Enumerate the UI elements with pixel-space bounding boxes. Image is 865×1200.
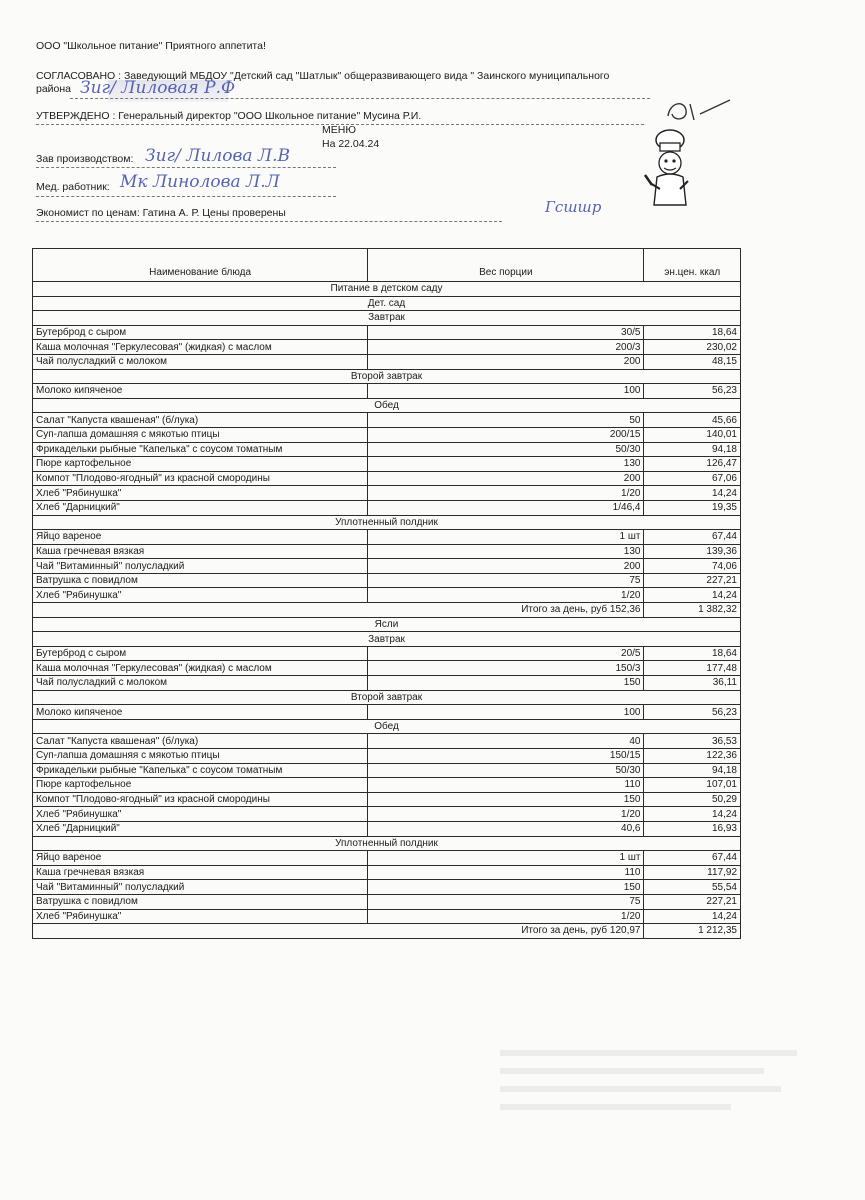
table-row — [33, 676, 741, 691]
portion-weight: 75 — [368, 894, 644, 909]
table-row — [33, 749, 741, 764]
chef-mascot-logo — [640, 125, 700, 215]
section-title: Завтрак — [33, 311, 741, 326]
portion-weight: 110 — [368, 778, 644, 793]
section-row — [33, 836, 741, 851]
signature-economist: Гсшшр — [545, 198, 602, 216]
portion-weight: 1/46,4 — [368, 500, 644, 515]
portion-weight: 200/15 — [368, 427, 644, 442]
energy-kcal: 36,11 — [644, 676, 741, 691]
section-row — [33, 719, 741, 734]
portion-weight: 50/30 — [368, 763, 644, 778]
section-title: Ясли — [33, 617, 741, 632]
table-row — [33, 588, 741, 603]
section-row — [33, 515, 741, 530]
energy-kcal: 230,02 — [644, 340, 741, 355]
table-row — [33, 486, 741, 501]
dish-name: Каша молочная "Геркулесовая" (жидкая) с маслом — [33, 340, 368, 355]
table-row — [33, 427, 741, 442]
dish-name: Молоко кипяченое — [33, 384, 368, 399]
dish-name: Яйцо вареное — [33, 851, 368, 866]
portion-weight: 75 — [368, 573, 644, 588]
portion-weight: 110 — [368, 865, 644, 880]
energy-kcal: 50,29 — [644, 792, 741, 807]
dish-name: Каша гречневая вязкая — [33, 865, 368, 880]
energy-kcal: 140,01 — [644, 427, 741, 442]
table-row — [33, 865, 741, 880]
approved-line-2: района — [36, 83, 72, 95]
portion-weight: 200/3 — [368, 340, 644, 355]
section-title: Уплотненный полдник — [33, 515, 741, 530]
section-row — [33, 296, 741, 311]
energy-kcal: 126,47 — [644, 457, 741, 472]
portion-weight: 150 — [368, 676, 644, 691]
table-row — [33, 384, 741, 399]
energy-kcal: 227,21 — [644, 573, 741, 588]
medic-label: Мед. работник: — [36, 181, 110, 193]
table-row — [33, 807, 741, 822]
portion-weight: 100 — [368, 705, 644, 720]
portion-weight: 200 — [368, 559, 644, 574]
portion-weight: 40,6 — [368, 821, 644, 836]
section-title: Уплотненный полдник — [33, 836, 741, 851]
dish-name: Хлеб "Рябинушка" — [33, 909, 368, 924]
portion-weight: 1/20 — [368, 486, 644, 501]
column-header-kcal: эн.цен. ккал — [644, 249, 741, 282]
energy-kcal: 107,01 — [644, 778, 741, 793]
table-row — [33, 851, 741, 866]
table-row — [33, 340, 741, 355]
portion-weight: 150 — [368, 792, 644, 807]
energy-kcal: 55,54 — [644, 880, 741, 895]
menu-date: На 22.04.24 — [322, 138, 380, 150]
energy-kcal: 36,53 — [644, 734, 741, 749]
energy-kcal: 56,23 — [644, 384, 741, 399]
table-row — [33, 559, 741, 574]
total-row — [33, 924, 741, 939]
dish-name: Молоко кипяченое — [33, 705, 368, 720]
dish-name: Салат "Капуста квашеная" (б/лука) — [33, 734, 368, 749]
production-label: Зав производством: — [36, 153, 134, 165]
energy-kcal: 14,24 — [644, 486, 741, 501]
dish-name: Хлеб "Рябинушка" — [33, 486, 368, 501]
dish-name: Каша молочная "Геркулесовая" (жидкая) с маслом — [33, 661, 368, 676]
dish-name: Каша гречневая вязкая — [33, 544, 368, 559]
production-underline — [36, 167, 336, 168]
portion-weight: 1/20 — [368, 909, 644, 924]
energy-kcal: 14,24 — [644, 588, 741, 603]
dish-name: Пюре картофельное — [33, 457, 368, 472]
medic-underline — [36, 196, 336, 197]
dish-name: Бутерброд с сыром — [33, 325, 368, 340]
energy-kcal: 14,24 — [644, 909, 741, 924]
total-empty-cell — [33, 924, 368, 939]
table-row — [33, 894, 741, 909]
dish-name: Ватрушка с повидлом — [33, 573, 368, 588]
portion-weight: 150 — [368, 880, 644, 895]
menu-table — [32, 248, 741, 939]
section-row — [33, 690, 741, 705]
table-row — [33, 909, 741, 924]
dish-name: Хлеб "Дарницкий" — [33, 500, 368, 515]
section-row — [33, 311, 741, 326]
dish-name: Чай "Витаминный" полусладкий — [33, 559, 368, 574]
portion-weight: 1/20 — [368, 807, 644, 822]
company-name: ООО "Школьное питание" Приятного аппетита! — [36, 40, 266, 52]
day-total-label: Итого за день, руб 152,36 — [368, 603, 644, 618]
table-row — [33, 646, 741, 661]
approved-underline — [70, 98, 650, 99]
energy-kcal: 48,15 — [644, 354, 741, 369]
energy-kcal: 18,64 — [644, 325, 741, 340]
portion-weight: 200 — [368, 354, 644, 369]
portion-weight: 30/5 — [368, 325, 644, 340]
section-row — [33, 617, 741, 632]
table-row — [33, 442, 741, 457]
signature-medic: Мк Линолова Л.Л — [120, 172, 280, 192]
energy-kcal: 177,48 — [644, 661, 741, 676]
energy-kcal: 94,18 — [644, 763, 741, 778]
section-title: Второй завтрак — [33, 690, 741, 705]
table-row — [33, 457, 741, 472]
energy-kcal: 56,23 — [644, 705, 741, 720]
table-row — [33, 354, 741, 369]
section-title: Обед — [33, 398, 741, 413]
portion-weight: 200 — [368, 471, 644, 486]
dish-name: Салат "Капуста квашеная" (б/лука) — [33, 413, 368, 428]
table-row — [33, 530, 741, 545]
energy-kcal: 94,18 — [644, 442, 741, 457]
table-row — [33, 661, 741, 676]
table-header-row — [33, 249, 741, 282]
dish-name: Фрикадельки рыбные "Капелька" с соусом томатным — [33, 442, 368, 457]
dish-name: Хлеб "Рябинушка" — [33, 588, 368, 603]
column-header-name: Наименование блюда — [33, 249, 368, 282]
portion-weight: 150/3 — [368, 661, 644, 676]
column-header-weight: Вес порции — [368, 249, 644, 282]
section-title: Второй завтрак — [33, 369, 741, 384]
portion-weight: 20/5 — [368, 646, 644, 661]
table-row — [33, 705, 741, 720]
energy-kcal: 67,06 — [644, 471, 741, 486]
table-row — [33, 325, 741, 340]
section-row — [33, 282, 741, 297]
dish-name: Суп-лапша домашняя с мякотью птицы — [33, 427, 368, 442]
energy-kcal: 45,66 — [644, 413, 741, 428]
table-row — [33, 413, 741, 428]
dish-name: Суп-лапша домашняя с мякотью птицы — [33, 749, 368, 764]
energy-kcal: 117,92 — [644, 865, 741, 880]
dish-name: Бутерброд с сыром — [33, 646, 368, 661]
portion-weight: 130 — [368, 544, 644, 559]
economist-underline — [36, 221, 502, 222]
dish-name: Компот "Плодово-ягодный" из красной смородины — [33, 471, 368, 486]
day-total-kcal: 1 382,32 — [644, 603, 741, 618]
portion-weight: 100 — [368, 384, 644, 399]
portion-weight: 130 — [368, 457, 644, 472]
energy-kcal: 19,35 — [644, 500, 741, 515]
total-row — [33, 603, 741, 618]
portion-weight: 1 шт — [368, 851, 644, 866]
menu-table-body — [33, 282, 741, 939]
section-title: Обед — [33, 719, 741, 734]
section-title: Питание в детском саду — [33, 282, 741, 297]
signature-production: Зиг/ Лилова Л.В — [145, 146, 290, 166]
table-row — [33, 778, 741, 793]
dish-name: Хлеб "Дарницкий" — [33, 821, 368, 836]
dish-name: Ватрушка с повидлом — [33, 894, 368, 909]
table-row — [33, 763, 741, 778]
table-row — [33, 880, 741, 895]
table-row — [33, 471, 741, 486]
day-total-kcal: 1 212,35 — [644, 924, 741, 939]
energy-kcal: 14,24 — [644, 807, 741, 822]
dish-name: Хлеб "Рябинушка" — [33, 807, 368, 822]
section-title: Дет. сад — [33, 296, 741, 311]
dish-name: Чай полусладкий с молоком — [33, 354, 368, 369]
portion-weight: 1 шт — [368, 530, 644, 545]
section-row — [33, 369, 741, 384]
energy-kcal: 74,06 — [644, 559, 741, 574]
table-row — [33, 573, 741, 588]
dish-name: Фрикадельки рыбные "Капелька" с соусом томатным — [33, 763, 368, 778]
section-row — [33, 632, 741, 647]
menu-title: МЕНЮ — [322, 124, 356, 136]
signature-approved: Зиг/ Лиловая Р.Ф — [80, 78, 236, 98]
total-empty-cell — [33, 603, 368, 618]
scan-bleed-through — [500, 1040, 830, 1150]
dish-name: Чай "Витаминный" полусладкий — [33, 880, 368, 895]
table-row — [33, 792, 741, 807]
dish-name: Пюре картофельное — [33, 778, 368, 793]
dish-name: Яйцо вареное — [33, 530, 368, 545]
section-title: Завтрак — [33, 632, 741, 647]
energy-kcal: 67,44 — [644, 851, 741, 866]
table-row — [33, 500, 741, 515]
dish-name: Чай полусладкий с молоком — [33, 676, 368, 691]
portion-weight: 40 — [368, 734, 644, 749]
confirmed-line: УТВЕРЖДЕНО : Генеральный директор "ООО Школьное питание" Мусина Р.И. — [36, 110, 422, 122]
table-row — [33, 544, 741, 559]
energy-kcal: 122,36 — [644, 749, 741, 764]
energy-kcal: 227,21 — [644, 894, 741, 909]
energy-kcal: 67,44 — [644, 530, 741, 545]
energy-kcal: 18,64 — [644, 646, 741, 661]
portion-weight: 1/20 — [368, 588, 644, 603]
portion-weight: 150/15 — [368, 749, 644, 764]
portion-weight: 50 — [368, 413, 644, 428]
day-total-label: Итого за день, руб 120,97 — [368, 924, 644, 939]
dish-name: Компот "Плодово-ягодный" из красной смородины — [33, 792, 368, 807]
approved-line-1: СОГЛАСОВАНО : Заведующий МБДОУ "Детский сад "Шатлык" общеразвивающего вида " Заинского муниципального — [36, 70, 610, 82]
economist-line: Экономист по ценам: Гатина А. Р. Цены проверены — [36, 207, 286, 219]
energy-kcal: 16,93 — [644, 821, 741, 836]
table-row — [33, 821, 741, 836]
table-row — [33, 734, 741, 749]
energy-kcal: 139,36 — [644, 544, 741, 559]
portion-weight: 50/30 — [368, 442, 644, 457]
section-row — [33, 398, 741, 413]
